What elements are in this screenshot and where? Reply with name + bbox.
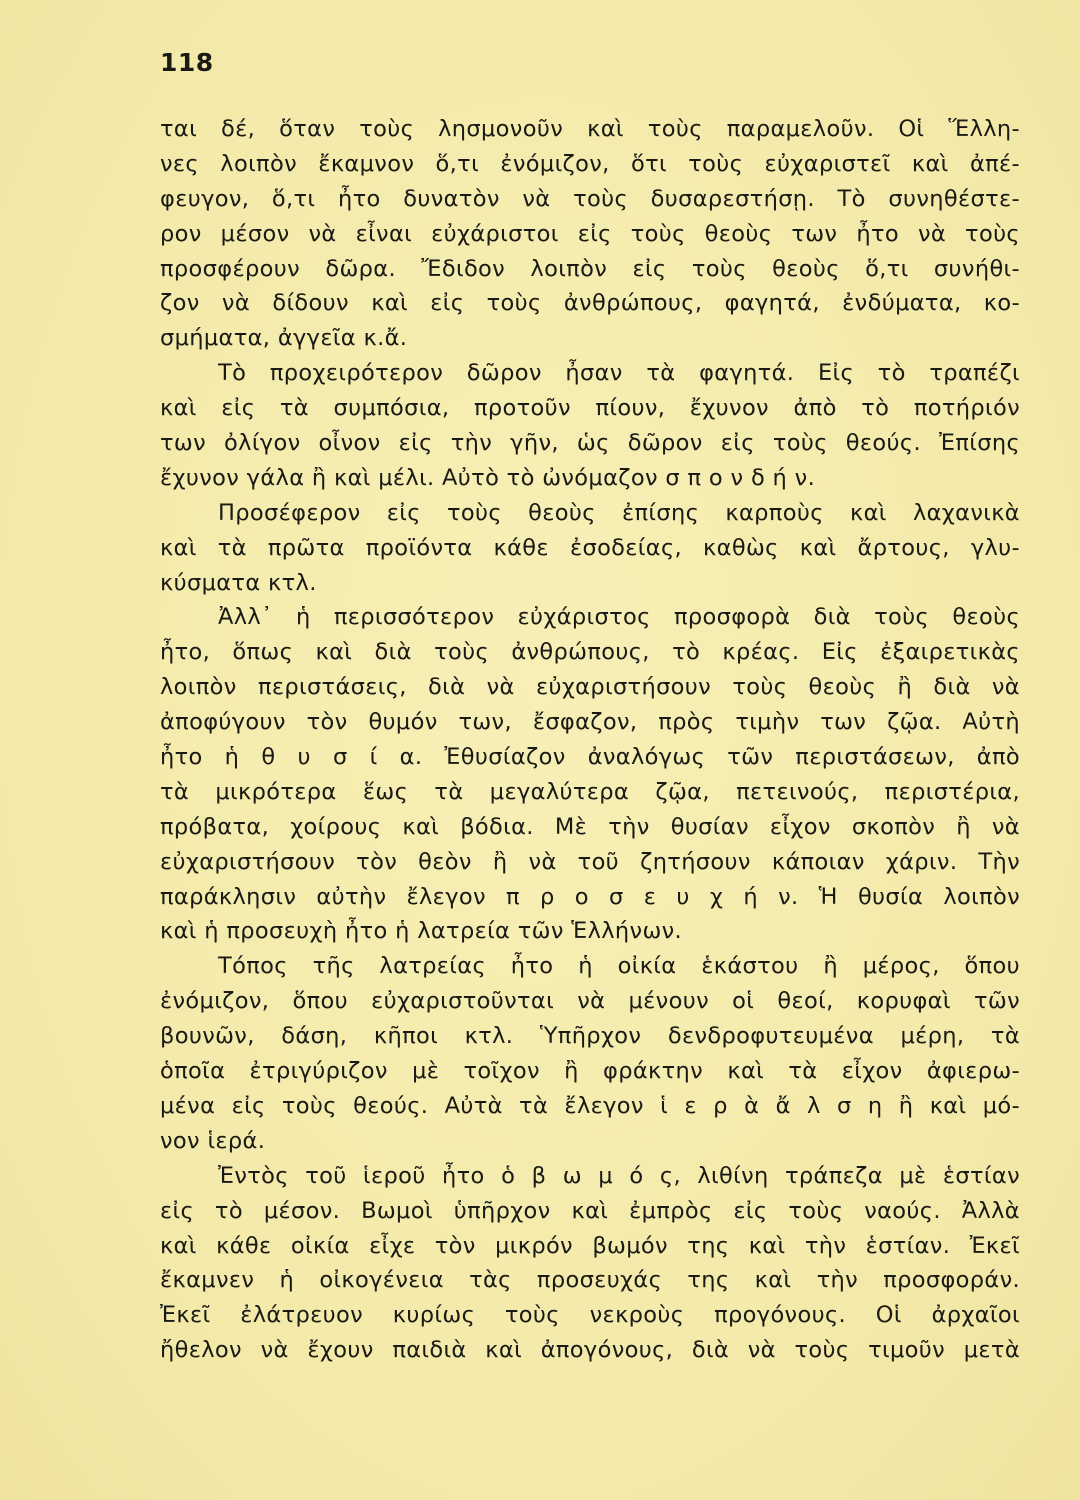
text-line: νες λοιπὸν ἔκαμνον ὅ,τι ἐνόμιζον, ὅτι τοὺς εὐχαριστεῖ καὶ ἀπέ- xyxy=(160,150,1020,177)
text-line: Τὸ προχειρότερον δῶρον ἦσαν τὰ φαγητά. Εἰς τὸ τραπέζι xyxy=(218,360,1020,387)
text-line: Ἐκεῖ ἐλάτρευον κυρίως τοὺς νεκροὺς προγόνους. Οἱ ἀρχαῖοι xyxy=(160,1302,1020,1329)
text-line: καὶ ἡ προσευχὴ ἦτο ἡ λατρεία τῶν Ἑλλήνων. xyxy=(160,918,683,945)
text-line: ἔκαμνεν ἡ οἰκογένεια τὰς προσευχάς της καὶ τὴν προσφοράν. xyxy=(160,1267,1020,1294)
text-line: καὶ εἰς τὰ συμπόσια, προτοῦν πίουν, ἔχυνον ἀπὸ τὸ ποτήριόν xyxy=(160,395,1020,422)
text-line: πρόβατα, χοίρους καὶ βόδια. Μὲ τὴν θυσίαν εἶχον σκοπὸν ἢ νὰ xyxy=(160,813,1020,840)
text-line: των ὀλίγον οἶνον εἰς τὴν γῆν, ὡς δῶρον εἰς τοὺς θεούς. Ἐπίσης xyxy=(160,430,1020,457)
text-line: εἰς τὸ μέσον. Βωμοὶ ὑπῆρχον καὶ ἐμπρὸς εἰς τοὺς ναούς. Ἀλλὰ xyxy=(160,1197,1020,1224)
text-line: καὶ τὰ πρῶτα προϊόντα κάθε ἐσοδείας, καθὼς καὶ ἄρτους, γλυ- xyxy=(160,534,1020,561)
text-line: κύσματα κτλ. xyxy=(160,569,317,596)
text-line: εὐχαριστήσουν τὸν θεὸν ἢ νὰ τοῦ ζητήσουν κάποιαν χάριν. Τὴν xyxy=(160,848,1020,875)
text-line: παράκλησιν αὐτὴν ἔλεγον π ρ ο σ ε υ χ ή ν. Ἡ θυσία λοιπὸν xyxy=(160,883,1020,910)
text-line: καὶ κάθε οἰκία εἶχε τὸν μικρόν βωμόν της καὶ τὴν ἑστίαν. Ἐκεῖ xyxy=(160,1232,1020,1259)
text-line: ἐνόμιζον, ὅπου εὐχαριστοῦνται νὰ μένουν οἱ θεοί, κορυφαὶ τῶν xyxy=(160,988,1020,1015)
text-line: ὁποῖα ἐτριγύριζον μὲ τοῖχον ἢ φράκτην καὶ τὰ εἶχον ἀφιερω- xyxy=(160,1058,1020,1085)
text-line: Ἐντὸς τοῦ ἱεροῦ ἦτο ὁ β ω μ ό ς, λιθίνη τράπεζα μὲ ἑστίαν xyxy=(218,1162,1020,1189)
text-line: τὰ μικρότερα ἕως τὰ μεγαλύτερα ζῷα, πετεινούς, περιστέρια, xyxy=(160,778,1020,805)
text-line: ἦτο, ὅπως καὶ διὰ τοὺς ἀνθρώπους, τὸ κρέας. Εἰς ἐξαιρετικὰς xyxy=(160,639,1020,666)
text-line: ἔχυνον γάλα ἢ καὶ μέλι. Αὐτὸ τὸ ὠνόμαζον σ π ο ν δ ή ν. xyxy=(160,464,816,491)
text-line: Ἀλλ᾿ ἡ περισσότερον εὐχάριστος προσφορὰ διὰ τοὺς θεοὺς xyxy=(218,604,1020,631)
text-line: ἦτο ἡ θ υ σ ί α. Ἐθυσίαζον ἀναλόγως τῶν περιστάσεων, ἀπὸ xyxy=(160,744,1020,771)
text-line: φευγον, ὅ,τι ἦτο δυνατὸν νὰ τοὺς δυσαρεστήσῃ. Τὸ συνηθέστε- xyxy=(160,185,1020,212)
text-line: Προσέφερον εἰς τοὺς θεοὺς ἐπίσης καρποὺς καὶ λαχανικὰ xyxy=(218,499,1020,526)
text-line: νον ἱερά. xyxy=(160,1127,266,1154)
text-line: ται δέ, ὅταν τοὺς λησμονοῦν καὶ τοὺς παραμελοῦν. Οἱ Ἕλλη- xyxy=(160,116,1020,142)
text-line: μένα εἰς τοὺς θεούς. Αὐτὰ τὰ ἔλεγον ἱ ε ρ ὰ ἄ λ σ η ἢ καὶ μό- xyxy=(160,1092,1020,1119)
text-line: σμήματα, ἀγγεῖα κ.ἄ. xyxy=(160,325,408,352)
text-line: ρον μέσον νὰ εἶναι εὐχάριστοι εἰς τοὺς θεοὺς των ἦτο νὰ τοὺς xyxy=(160,220,1020,247)
text-line: ἀποφύγουν τὸν θυμόν των, ἔσφαζον, πρὸς τιμὴν των ζῷα. Αὐτὴ xyxy=(160,709,1020,736)
text-line: λοιπὸν περιστάσεις, διὰ νὰ εὐχαριστήσουν τοὺς θεοὺς ἢ διὰ νὰ xyxy=(160,674,1020,701)
text-line: Τόπος τῆς λατρείας ἦτο ἡ οἰκία ἑκάστου ἢ μέρος, ὅπου xyxy=(218,953,1020,980)
text-line: ἤθελον νὰ ἔχουν παιδιὰ καὶ ἀπογόνους, διὰ νὰ τοὺς τιμοῦν μετὰ xyxy=(160,1337,1020,1364)
text-line: προσφέρουν δῶρα. Ἔδιδον λοιπὸν εἰς τοὺς θεοὺς ὅ,τι συνήθι- xyxy=(160,255,1020,282)
page-number: 118 xyxy=(160,48,214,77)
text-line: ζον νὰ δίδουν καὶ εἰς τοὺς ἀνθρώπους, φαγητά, ἐνδύματα, κο- xyxy=(160,290,1020,317)
body-text xyxy=(160,112,1020,1368)
text-line: βουνῶν, δάση, κῆποι κτλ. Ὑπῆρχον δενδροφυτευμένα μέρη, τὰ xyxy=(160,1023,1020,1050)
